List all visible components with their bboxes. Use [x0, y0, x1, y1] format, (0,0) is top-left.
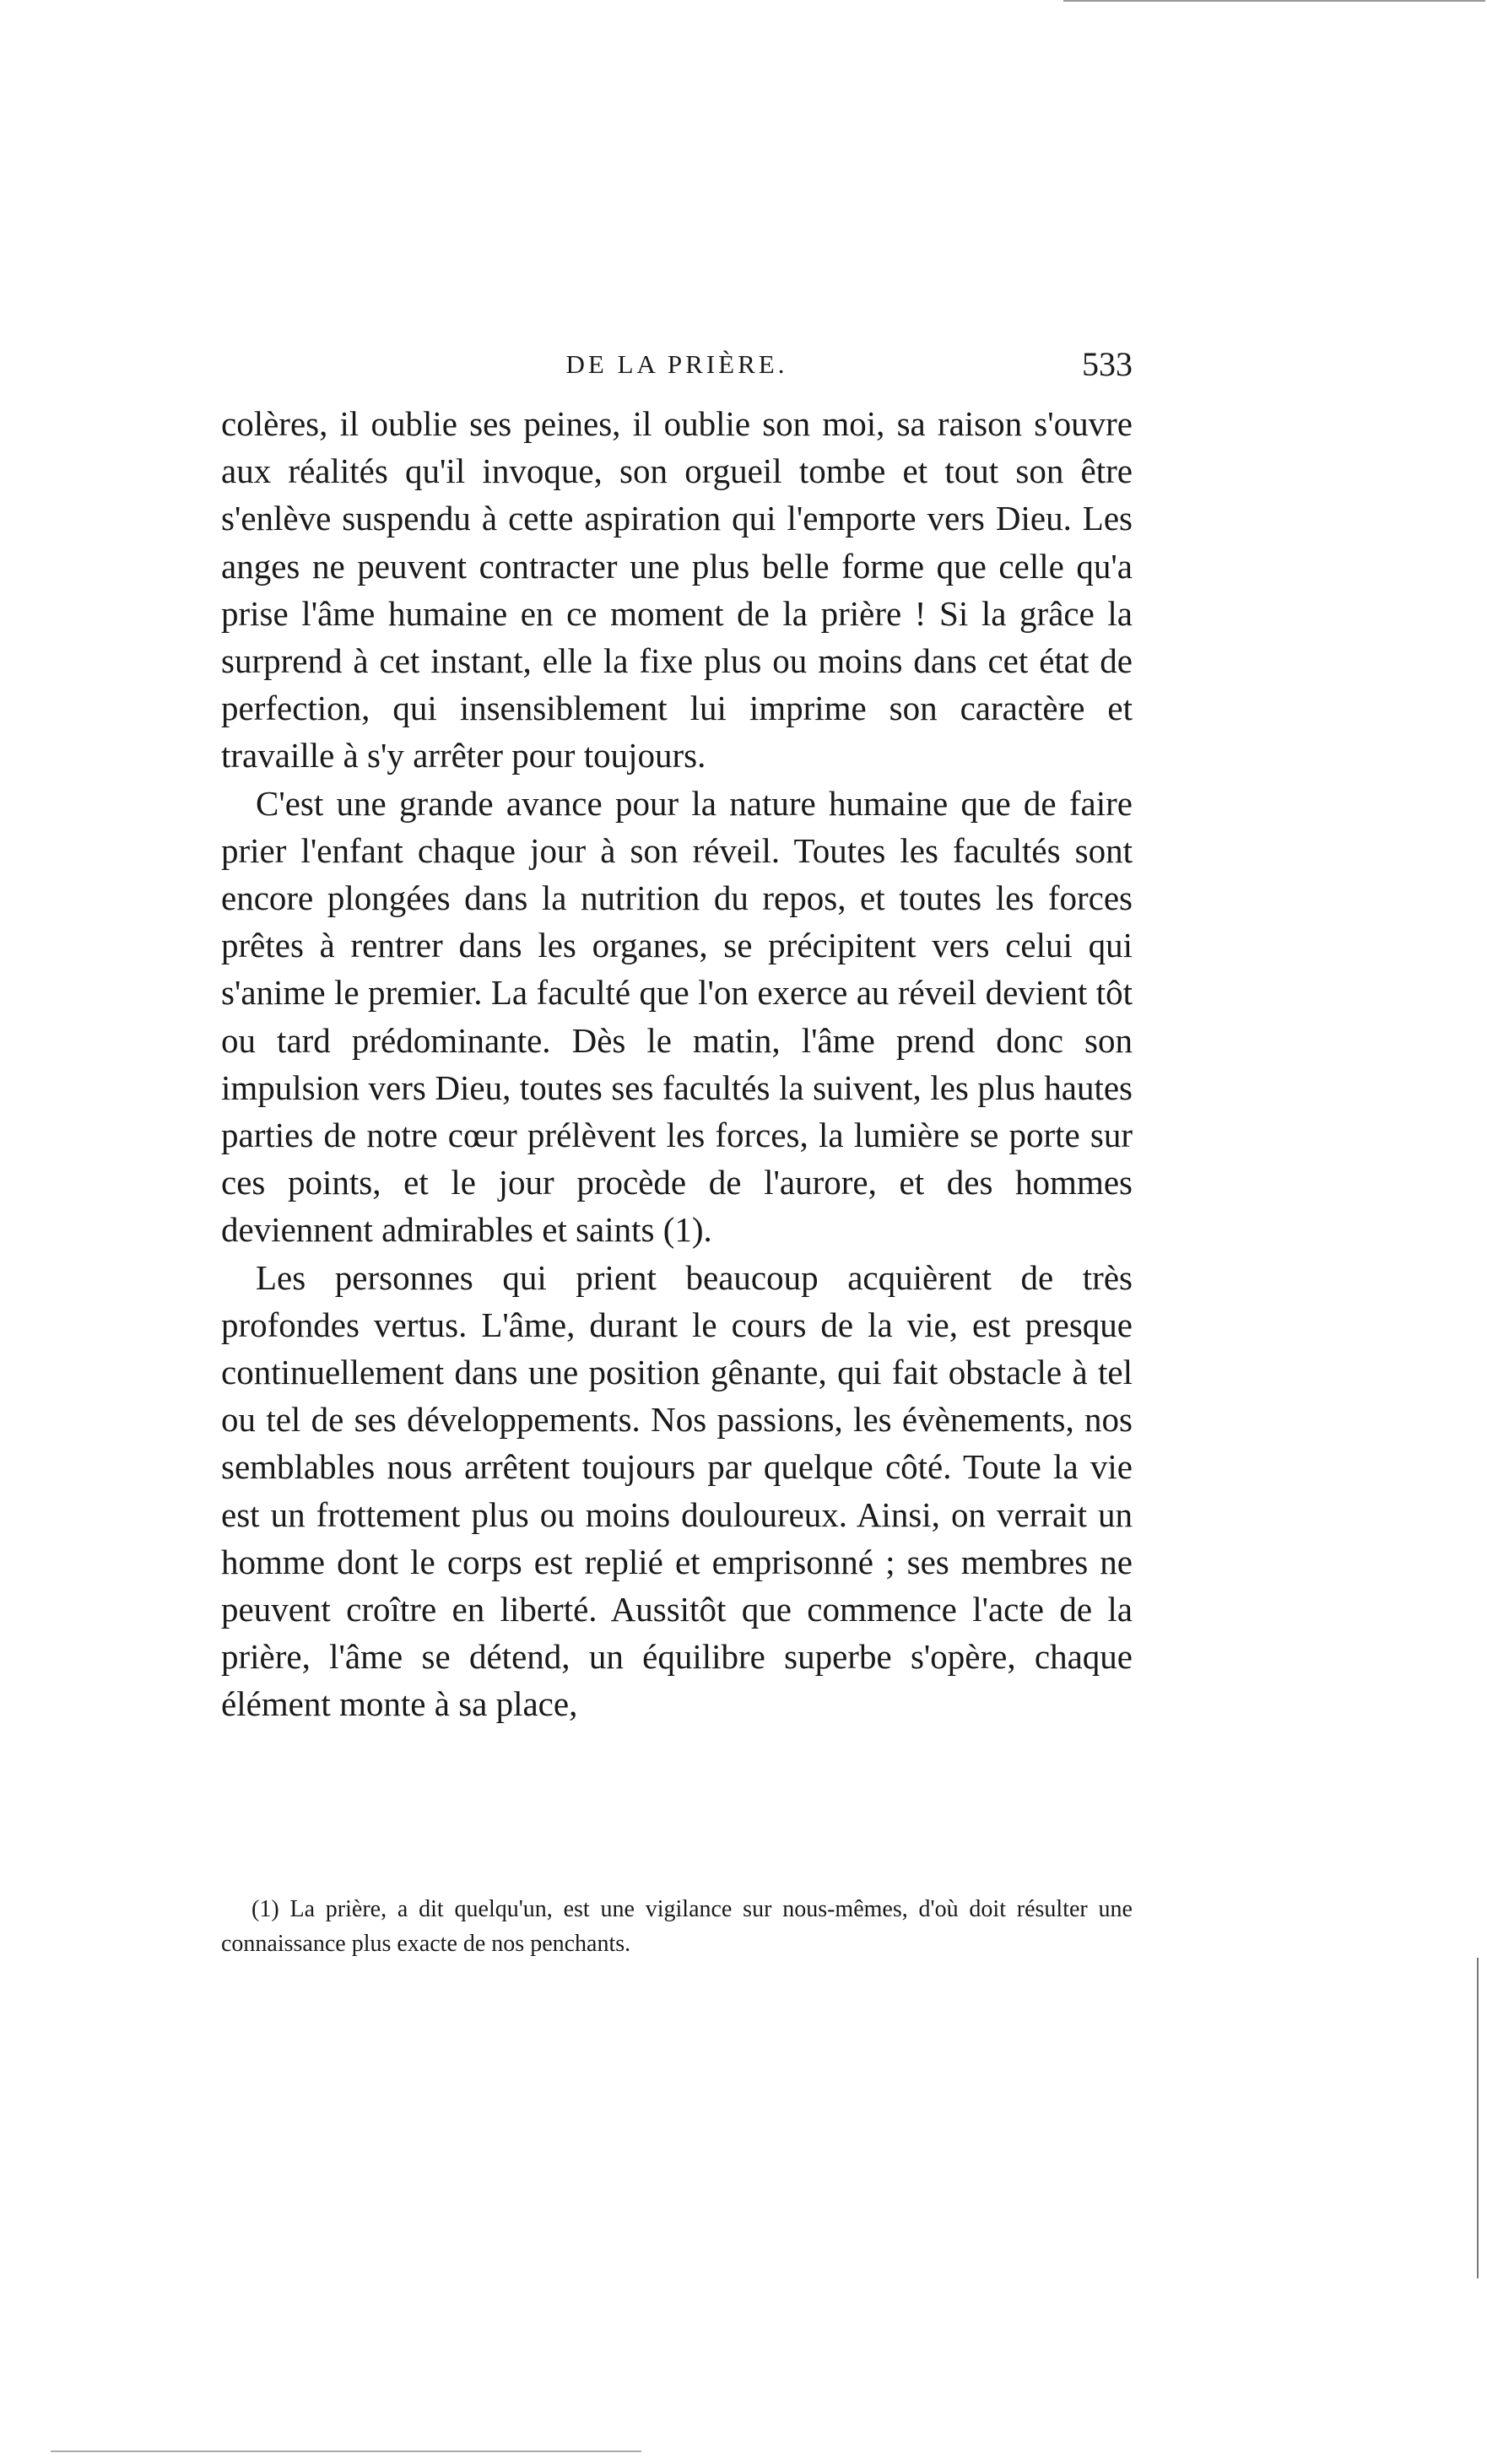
footnote: [221, 1892, 1133, 1961]
main-text: [221, 400, 1133, 1728]
footnote-text: (1) La prière, a dit quelqu'un, est une vigilance sur nous-mêmes, d'où doit résulter une connaissance plus exacte de nos penchants.: [221, 1896, 1133, 1957]
page-number: 533: [1082, 345, 1133, 383]
paragraph: C'est une grande avance pour la nature humaine que de faire prier l'enfant chaque jour à son réveil. Toutes les facultés sont encore plongées dans la nutrition du repos, et toutes les forces prêtes à rentrer dans les organes, se précipitent vers celui qui s'anime le premier. La faculté que l'on exerce au réveil devient tôt ou tard prédominante. Dès le matin, l'âme prend donc son impulsion vers Dieu, toutes ses facultés la suivent, les plus hautes parties de notre cœur prélèvent les forces, la lumière se porte sur ces points, et le jour procède de l'aurore, et des hommes deviennent admirables et saints (1).: [221, 783, 1133, 1250]
paragraph-continued: colères, il oublie ses peines, il oublie son moi, sa raison s'ouvre aux réalités qu'il invoque, son orgueil tombe et tout son être s'enlève suspendu à cette aspiration qui l'emporte vers Dieu. Les anges ne peuvent contracter une plus belle forme que celle qu'a prise l'âme humaine en ce moment de la prière ! Si la grâce la surprend à cet instant, elle la fixe plus ou moins dans cet état de perfection, qui insensiblement lui imprime son caractère et travaille à s'y arrêter pour toujours.: [221, 404, 1133, 775]
scan-edge-mark: [51, 2450, 641, 2452]
page-header: [221, 344, 1133, 386]
running-title: DE LA PRIÈRE.: [565, 349, 788, 379]
paragraph: Les personnes qui prient beaucoup acquièrent de très profondes vertus. L'âme, durant le cours de la vie, est presque continuellement dans une position gênante, qui fait obstacle à tel ou tel de ses développements. Nos passions, les évènements, nos semblables nous arrêtent toujours par quelque côté. Toute la vie est un frottement plus ou moins douloureux. Ainsi, on verrait un homme dont le corps est replié et emprisonné ; ses membres ne peuvent croître en liberté. Aussitôt que commence l'acte de la prière, l'âme se détend, un équilibre superbe s'opère, chaque élément monte à sa place,: [221, 1257, 1133, 1724]
scan-edge-mark: [1477, 1958, 1479, 2278]
scan-edge-mark: [1063, 0, 1485, 2]
